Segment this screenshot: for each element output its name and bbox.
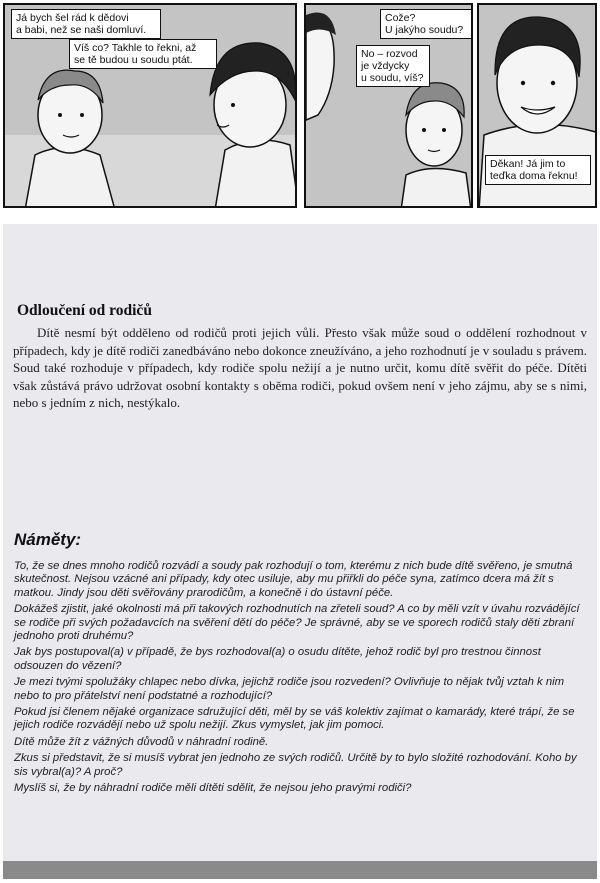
article-title: Odloučení od rodičů <box>17 302 152 319</box>
comic-panel-2 <box>304 3 473 208</box>
topic-paragraph: Pokud jsi členem nějaké organizace sdružující děti, měl by se váš kolektiv zajímat o kamarády, které trápí, že se jejich rodiče rozvádějí nebo už spolu nežijí. Zkus vymyslet, jak jim pomoci. <box>14 706 575 732</box>
comic-panel-3 <box>477 3 597 208</box>
topic-paragraph: Myslíš si, že by náhradní rodiče měli dítěti sdělit, že nejsou jeho pravými rodiči? <box>14 782 412 795</box>
topic-paragraph: Dítě může žít z vážných důvodů v náhradní rodině. <box>14 735 269 748</box>
topic-paragraph: Dokážeš zjistit, jaké okolnosti má při takových rozhodnutích na zřeteli soud? A co by měli vzít v úvahu rozvádějící se rodiče při svých požadavcích na svěření dětí do péče? Je správné, aby se ve sporech rodičů staly děti zbraní jednoho proti druhému? <box>14 603 580 643</box>
topic-paragraph: Zkus si představit, že si musíš vybrat jen jednoho ze svých rodičů. Určitě by to bylo složité rozhodování. Koho by sis vybral(a)? A proč? <box>14 752 577 778</box>
speech-bubble-3a: Děkan! Já jim to teďka doma řeknu! <box>485 155 591 185</box>
article-box <box>3 224 597 879</box>
bottom-bar <box>3 861 597 879</box>
topics-heading: Náměty: <box>14 530 82 549</box>
comic-panel-1 <box>3 3 297 208</box>
speech-bubble-1b: Víš co? Takhle to řekni, až se tě budou u soudu ptát. <box>69 39 217 69</box>
comic-strip <box>0 0 600 212</box>
speech-bubble-2b: No – rozvod je vždycky u soudu, víš? <box>356 45 430 87</box>
topic-paragraph: Jak bys postupoval(a) v případě, že bys rozhodoval(a) o osudu dítěte, jehož rodič byl pro trestnou činnost odsouzen do vězení? <box>14 646 541 672</box>
topic-paragraph: To, že se dnes mnoho rodičů rozvádí a soudy pak rozhodují o tom, kterému z nich bude dítě svěřeno, je smutná skutečnost. Nejsou vzácné ani případy, kdy otec usiluje, aby mu přiřkli do péče syna, zatímco dcera má žít s matkou. Jindy jsou děti svěřovány prarodičům, a konečně i do ústavní péče. <box>14 560 573 599</box>
article-body: Dítě nesmí být odděleno od rodičů proti jejich vůli. Přesto však může soud o oddělení rozhodnout v případech, kdy je dítě rodiči zanedbáváno nebo dokonce zneužíváno, a jeho rozhodnutí je v souladu s právem. Soud také rozhoduje v případech, kdy rodiče spolu nežijí a je nutno určit, komu dítě svěřit do péče. Dítěti však zůstává právo udržovat osobní kontakty s oběma rodiči, pokud ovšem není v jeho zájmu, aby se s nimi, nebo s jedním z nich, nestýkalo. <box>13 325 587 410</box>
topics-list <box>14 560 584 799</box>
speech-bubble-2a: Cože? U jakýho soudu? <box>380 9 472 39</box>
topic-paragraph: Je mezi tvými spolužáky chlapec nebo dívka, jejichž rodiče jsou rozvedení? Ovlivňuje to nějak tvůj vztah k nim nebo to pro přátelství není podstatné a rozhodující? <box>14 676 565 702</box>
speech-bubble-1a: Já bych šel rád k dědovi a babi, než se naši domluví. <box>11 9 161 39</box>
